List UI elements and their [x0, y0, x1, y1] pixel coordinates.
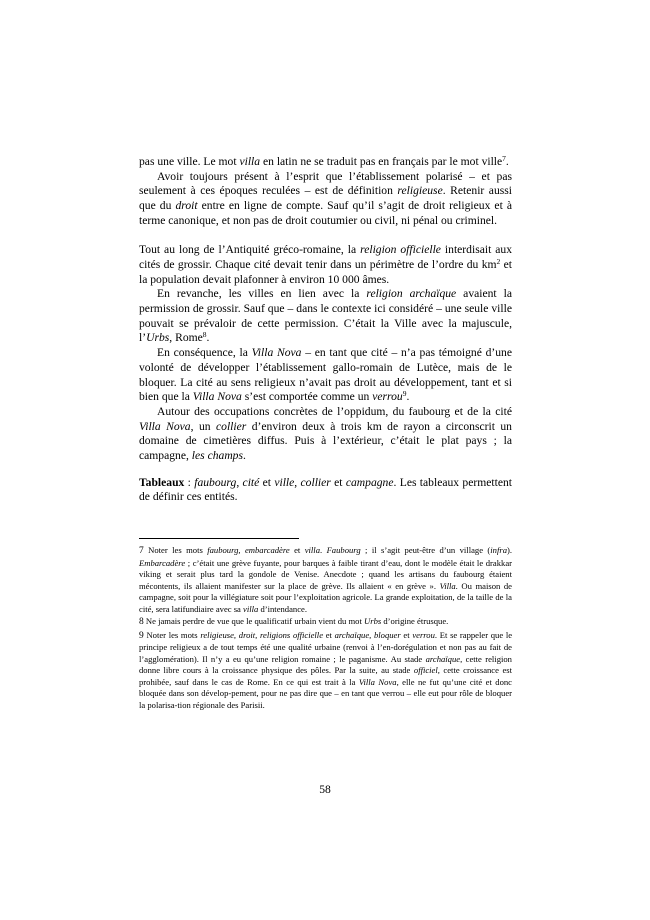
footnote-ref-7[interactable]: 7	[502, 154, 506, 163]
footnotes	[139, 545, 512, 711]
footnote-ref-9[interactable]: 9	[402, 389, 407, 399]
paragraph-1: pas une ville. Le mot villa en latin ne se traduit pas en français par le mot ville$^7$.	[139, 154, 509, 168]
paragraph-6: Autour des occupations concrètes de l’oppidum, du faubourg et de la cité Villa Nova, un collier d’environ deux à trois km de rayon a circonscrit un domaine de cimetières diffus. Puis à l’extérieur, c’était le plat pays ; la campagne, les champs.	[139, 404, 512, 463]
footnote-7: 7 Noter les mots faubourg, embarcadère et villa. Faubourg ; il s’agit peut-être d’un village (infra). Embarcadère ; c’était une grève fuyante, pour barques à faible tirant d’eau, dont le modèle était le drakkar viking et serait plus tard la gondole de Venise. Anecdote ; quand les artisans du faubourg étaient mécontents, ils allaient manifester sur la place de grève. Ils allaient « en grève ». Villa. Ou maison de campagne, soit pour la villégiature soit pour l’exploitation agricole. La grande exploitation, de la taille de la cité, sera latifundiaire avec sa villa d’intendance.	[139, 545, 513, 614]
paragraph-2: Avoir toujours présent à l’esprit que l’établissement polarisé – et pas seulement à ces époques reculées – est de définition religieuse. Retenir aussi que du droit entre en ligne de compte. Sauf qu’il s’agit de droit religieux et à terme canonique, et non pas de droit coutumier ou civil, ni pénal ou criminel.	[139, 169, 513, 227]
body-text	[139, 155, 512, 505]
footnote-9: 9 Noter les mots religieuse, droit, religions officielle et archaïque, bloquer et verrou. Et se rappeler que le principe religieux a de tout temps été une qualité urbaine (renvoi à l’en-dorégulation et non pas au fait de l’agglomération). Il n’y a eu qu’une religion romaine ; le paganisme. Au stade archaïque, cette religion donne libre cours à la croissance physique des pôles. Par la suite, au stade officiel, cette croissance est prohibée, sauf dans le cas de Rome. En ce qui est trait à la Villa Nova, elle ne fut qu’une cité et donc bloquée dans son dévelop-pement, pour ne pas dire que – en tant que verrou – elle eut pour rôle de bloquer la polarisa-tion régionale des Parisii.	[139, 629, 513, 710]
paragraph-5: En conséquence, la Villa Nova – en tant que cité – n’a pas témoigné d’une volonté de développer l’établissement gallo-romain de Lutèce, mais de le bloquer. La cité au sens religieux n’avait pas droit au développement, tant et si bien que la Villa Nova s’est comportée comme un verrou$^9$.	[139, 346, 512, 404]
paragraph-3: Tout au long de l’Antiquité gréco-romaine, la religion officielle interdisait aux cités de grossir. Chaque cité devait tenir dans un périmètre de l’ordre du $km^2$ et la population devait plafonner à environ 10 000 âmes.	[139, 243, 513, 286]
footnote-ref-8[interactable]: 8	[202, 330, 207, 340]
paragraph-tableaux: Tableaux : faubourg, cité et ville, collier et campagne. Les tableaux permettent de définir ces entités.	[139, 475, 512, 504]
footnote-separator	[139, 538, 299, 539]
footnote-8: 8 Ne jamais perdre de vue que le qualificatif urbain vient du mot Urbs d’origine étrusque.	[139, 616, 449, 628]
paragraph-4: En revanche, les villes en lien avec la religion archaïque avaient la permission de grossir. Sauf que – dans le contexte ici considéré – une seule ville pouvait se prévaloir de cette permission. C’était la Ville avec la majuscule, l’Urbs, Rome$^8$.	[139, 287, 512, 345]
page-content	[139, 155, 512, 712]
page-number: 58	[319, 783, 331, 796]
